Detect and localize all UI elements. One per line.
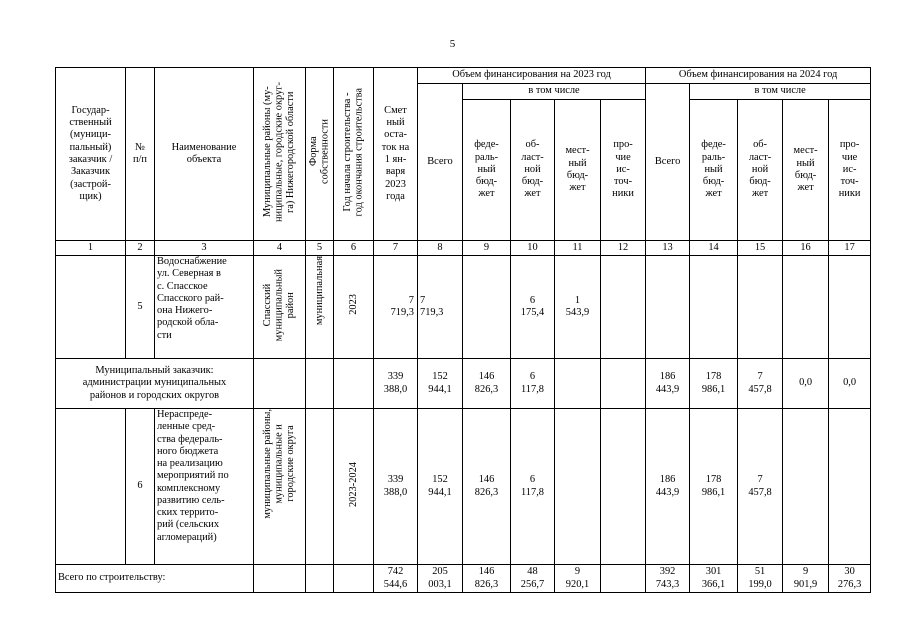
header-federal-2023: феде- раль- ный бюд- жет [463, 100, 511, 241]
cell-federal-2023: 146 826,3 [463, 409, 511, 565]
header-incl-2023: в том числе [463, 84, 646, 100]
cell-row-number: 5 [126, 256, 155, 359]
header-object-name: Наименование объекта [155, 68, 254, 241]
cell-district-text: Спасский муниципальный район [262, 268, 297, 342]
column-number-row [56, 241, 871, 256]
cell-empty [56, 409, 126, 565]
cell-empty [601, 256, 646, 359]
cell-regional-2024: 51 199,0 [738, 565, 783, 593]
col-num: 6 [334, 241, 374, 256]
cell-empty [690, 256, 738, 359]
header-regional-2023: об- ласт- ной бюд- жет [511, 100, 555, 241]
cell-row-number: 6 [126, 409, 155, 565]
cell-year-text: 2023 [347, 294, 359, 316]
cell-other-2024: 0,0 [829, 359, 871, 409]
header-districts [254, 68, 306, 241]
cell-empty [555, 359, 601, 409]
header-districts-text: Муниципальные районы (му- ниципальные, городские округ- га) Нижегородской области [262, 81, 297, 222]
cell-empty [306, 565, 334, 593]
cell-federal-2023: 146 826,3 [463, 565, 511, 593]
header-customer: Государ- ственный (муници- пальный) заказчик / Заказчик (застрой- щик) [56, 68, 126, 241]
header-ownership-text: Форма собственности [308, 119, 331, 185]
cell-empty [334, 565, 374, 593]
col-num: 1 [56, 241, 126, 256]
cell-total-2023: 152 944,1 [418, 359, 463, 409]
col-num: 10 [511, 241, 555, 256]
cell-customer-label: Муниципальный заказчик: администрации муниципальных районов и городских округов [56, 359, 254, 409]
header-total-2023: Всего [418, 84, 463, 241]
col-num: 9 [463, 241, 511, 256]
cell-regional-2024: 7 457,8 [738, 359, 783, 409]
col-num: 7 [374, 241, 418, 256]
cell-other-2024: 30 276,3 [829, 565, 871, 593]
cell-years-text: 2023-2024 [347, 461, 359, 507]
header-estimate: Смет ный оста- ток на 1 ян- варя 2023 года [374, 68, 418, 241]
cell-total-2023: 152 944,1 [418, 409, 463, 565]
header-fin-2024: Объем финансирования на 2024 год [646, 68, 871, 84]
cell-total-2023: 205 003,1 [418, 565, 463, 593]
cell-empty [601, 565, 646, 593]
col-num: 12 [601, 241, 646, 256]
cell-empty [306, 409, 334, 565]
cell-total-label: Всего по строительству: [56, 565, 254, 593]
table-row-water-supply [56, 256, 871, 359]
cell-empty [829, 256, 871, 359]
table-row-undistributed-funds [56, 409, 871, 565]
cell-empty [783, 409, 829, 565]
col-num: 8 [418, 241, 463, 256]
cell-federal-2024: 178 986,1 [690, 359, 738, 409]
cell-estimate: 742 544,6 [374, 565, 418, 593]
cell-estimate: 339 388,0 [374, 359, 418, 409]
cell-empty [254, 565, 306, 593]
cell-regional-2023: 48 256,7 [511, 565, 555, 593]
cell-federal-2023: 146 826,3 [463, 359, 511, 409]
header-local-2024: мест- ный бюд- жет [783, 100, 829, 241]
financing-table [55, 67, 871, 593]
table-row-grand-total [56, 565, 871, 593]
cell-total-2024: 186 443,9 [646, 359, 690, 409]
cell-empty [555, 409, 601, 565]
cell-years [334, 409, 374, 565]
cell-local-2023: 1 543,9 [555, 256, 601, 359]
header-incl-2024: в том числе [690, 84, 871, 100]
cell-regional-2024: 7 457,8 [738, 409, 783, 565]
cell-empty [306, 359, 334, 409]
cell-empty [334, 359, 374, 409]
cell-district [254, 409, 306, 565]
cell-district [254, 256, 306, 359]
cell-local-2024: 0,0 [783, 359, 829, 409]
header-years-text: Год начала строительства - год окончания строительства [342, 87, 365, 217]
cell-local-2024: 9 901,9 [783, 565, 829, 593]
header-fin-2023: Объем финансирования на 2023 год [418, 68, 646, 84]
cell-empty [783, 256, 829, 359]
col-num: 3 [155, 241, 254, 256]
cell-empty [601, 409, 646, 565]
header-years [334, 68, 374, 241]
cell-district-text: муниципальные районы, муниципальные и городские округа [262, 409, 297, 519]
cell-estimate: 339 388,0 [374, 409, 418, 565]
cell-empty [646, 256, 690, 359]
cell-total-2023: 7 719,3 [418, 256, 463, 359]
table-row-municipal-customer [56, 359, 871, 409]
cell-federal-2024: 301 366,1 [690, 565, 738, 593]
col-num: 5 [306, 241, 334, 256]
col-num: 4 [254, 241, 306, 256]
cell-total-2024: 186 443,9 [646, 409, 690, 565]
col-num: 11 [555, 241, 601, 256]
cell-federal-2024: 178 986,1 [690, 409, 738, 565]
cell-object-name: Нераспреде- ленные сред- ства федераль- ного бюджета на реализацию мероприятий по комплексному развитию сель- ских террито- рий (сельских агломераций) [155, 409, 254, 565]
col-num: 15 [738, 241, 783, 256]
cell-local-2023: 9 920,1 [555, 565, 601, 593]
cell-object-name: Водоснабжение ул. Северная в с. Спасское Спасского рай- она Нижего- родской обла- сти [155, 256, 254, 359]
cell-year [334, 256, 374, 359]
cell-regional-2023: 6 117,8 [511, 359, 555, 409]
header-total-2024: Всего [646, 84, 690, 241]
col-num: 17 [829, 241, 871, 256]
cell-ownership-text: муниципальная [313, 256, 325, 326]
col-num: 13 [646, 241, 690, 256]
col-num: 14 [690, 241, 738, 256]
col-num: 16 [783, 241, 829, 256]
header-regional-2024: об- ласт- ной бюд- жет [738, 100, 783, 241]
header-federal-2024: феде- раль- ный бюд- жет [690, 100, 738, 241]
cell-empty [56, 256, 126, 359]
header-local-2023: мест- ный бюд- жет [555, 100, 601, 241]
cell-regional-2023: 6 175,4 [511, 256, 555, 359]
cell-regional-2023: 6 117,8 [511, 409, 555, 565]
cell-total-2024: 392 743,3 [646, 565, 690, 593]
header-other-2024: про- чие ис- точ- ники [829, 100, 871, 241]
cell-estimate: 7 719,3 [374, 256, 418, 359]
cell-ownership [306, 256, 334, 359]
col-num: 2 [126, 241, 155, 256]
header-num: № п/п [126, 68, 155, 241]
cell-empty [601, 359, 646, 409]
cell-empty [463, 256, 511, 359]
cell-empty [738, 256, 783, 359]
header-other-2023: про- чие ис- точ- ники [601, 100, 646, 241]
header-ownership [306, 68, 334, 241]
cell-empty [829, 409, 871, 565]
page-number: 5 [449, 38, 456, 50]
cell-empty [254, 359, 306, 409]
